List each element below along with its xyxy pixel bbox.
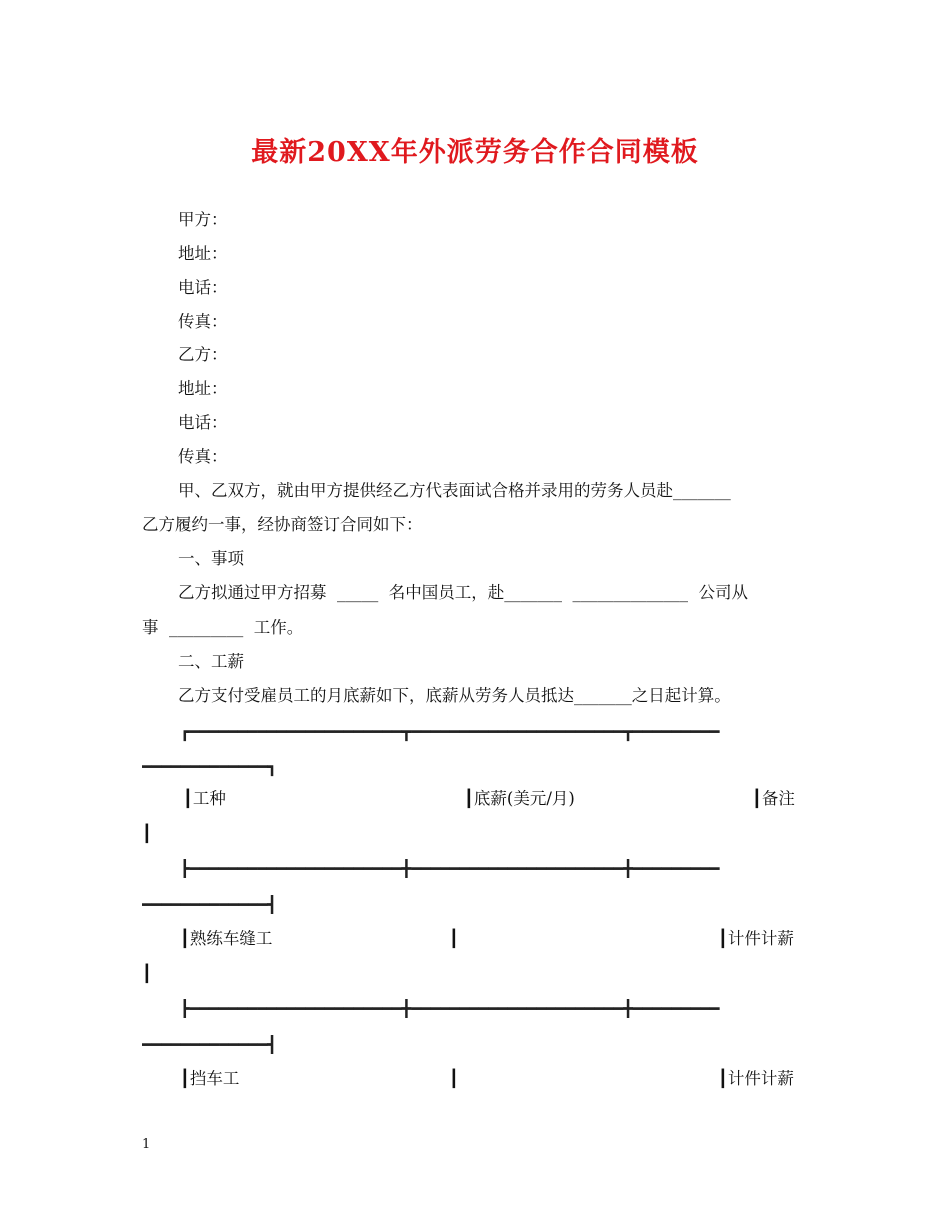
section-2-heading: 二、工薪 [178, 652, 244, 671]
party-b-address-label: 地址： [178, 379, 228, 398]
row-2-notes: ┃计件计薪 [718, 1069, 794, 1088]
party-a-fax-label: 传真： [178, 312, 228, 331]
table-mid-border-1: ┣━━━━━━━━━━━━━━━━━━━━━━╋━━━━━━━━━━━━━━━━━━━━━━╋━━━━━━━━━ [180, 859, 720, 878]
intro-paragraph-line-1: 甲、乙双方，就由甲方提供经乙方代表面试合格并录用的劳务人员赴_______ [178, 481, 731, 500]
row-2-job: ┃挡车工 [180, 1069, 240, 1088]
party-b-label: 乙方： [178, 345, 228, 364]
document-title: 最新20XX年外派劳务合作合同模板 [251, 137, 699, 168]
section-1-heading: 一、事项 [178, 549, 244, 568]
table-top-border-wrap: ━━━━━━━━━━━━━┓ [142, 757, 277, 776]
intro-paragraph-line-2: 乙方履约一事，经协商签订合同如下： [142, 515, 423, 534]
header-cell-notes: ┃备注 [752, 789, 795, 808]
row-1-tail: ┃ [142, 964, 152, 983]
row-2-salary: ┃ [449, 1069, 459, 1088]
table-mid-border-1-wrap: ━━━━━━━━━━━━━┫ [142, 895, 277, 914]
header-row-tail: ┃ [142, 824, 152, 843]
header-cell-salary: ┃底薪(美元/月) [464, 789, 575, 808]
table-mid-border-2: ┣━━━━━━━━━━━━━━━━━━━━━━╋━━━━━━━━━━━━━━━━━━━━━━╋━━━━━━━━━ [180, 999, 720, 1018]
section-1-line-1: 乙方拟通过甲方招募 _____ 名中国员工，赴_______ ______________ 公司从 [178, 583, 748, 602]
table-mid-border-2-wrap: ━━━━━━━━━━━━━┫ [142, 1035, 277, 1054]
party-a-phone-label: 电话： [178, 278, 228, 297]
row-1-job: ┃熟练车缝工 [180, 929, 273, 948]
row-1-notes: ┃计件计薪 [718, 929, 794, 948]
header-cell-job: ┃工种 [183, 789, 226, 808]
row-1-salary: ┃ [449, 929, 459, 948]
section-1-line-2: 事 _________ 工作。 [142, 618, 304, 637]
section-2-line-1: 乙方支付受雇员工的月底薪如下，底薪从劳务人员抵达_______之日起计算。 [178, 686, 731, 705]
party-b-fax-label: 传真： [178, 447, 228, 466]
page-number: 1 [142, 1137, 151, 1152]
table-top-border: ┏━━━━━━━━━━━━━━━━━━━━━━┳━━━━━━━━━━━━━━━━━━━━━━┳━━━━━━━━━ [180, 722, 720, 741]
party-a-address-label: 地址： [178, 244, 228, 263]
party-a-label: 甲方： [178, 210, 228, 229]
party-b-phone-label: 电话： [178, 413, 228, 432]
